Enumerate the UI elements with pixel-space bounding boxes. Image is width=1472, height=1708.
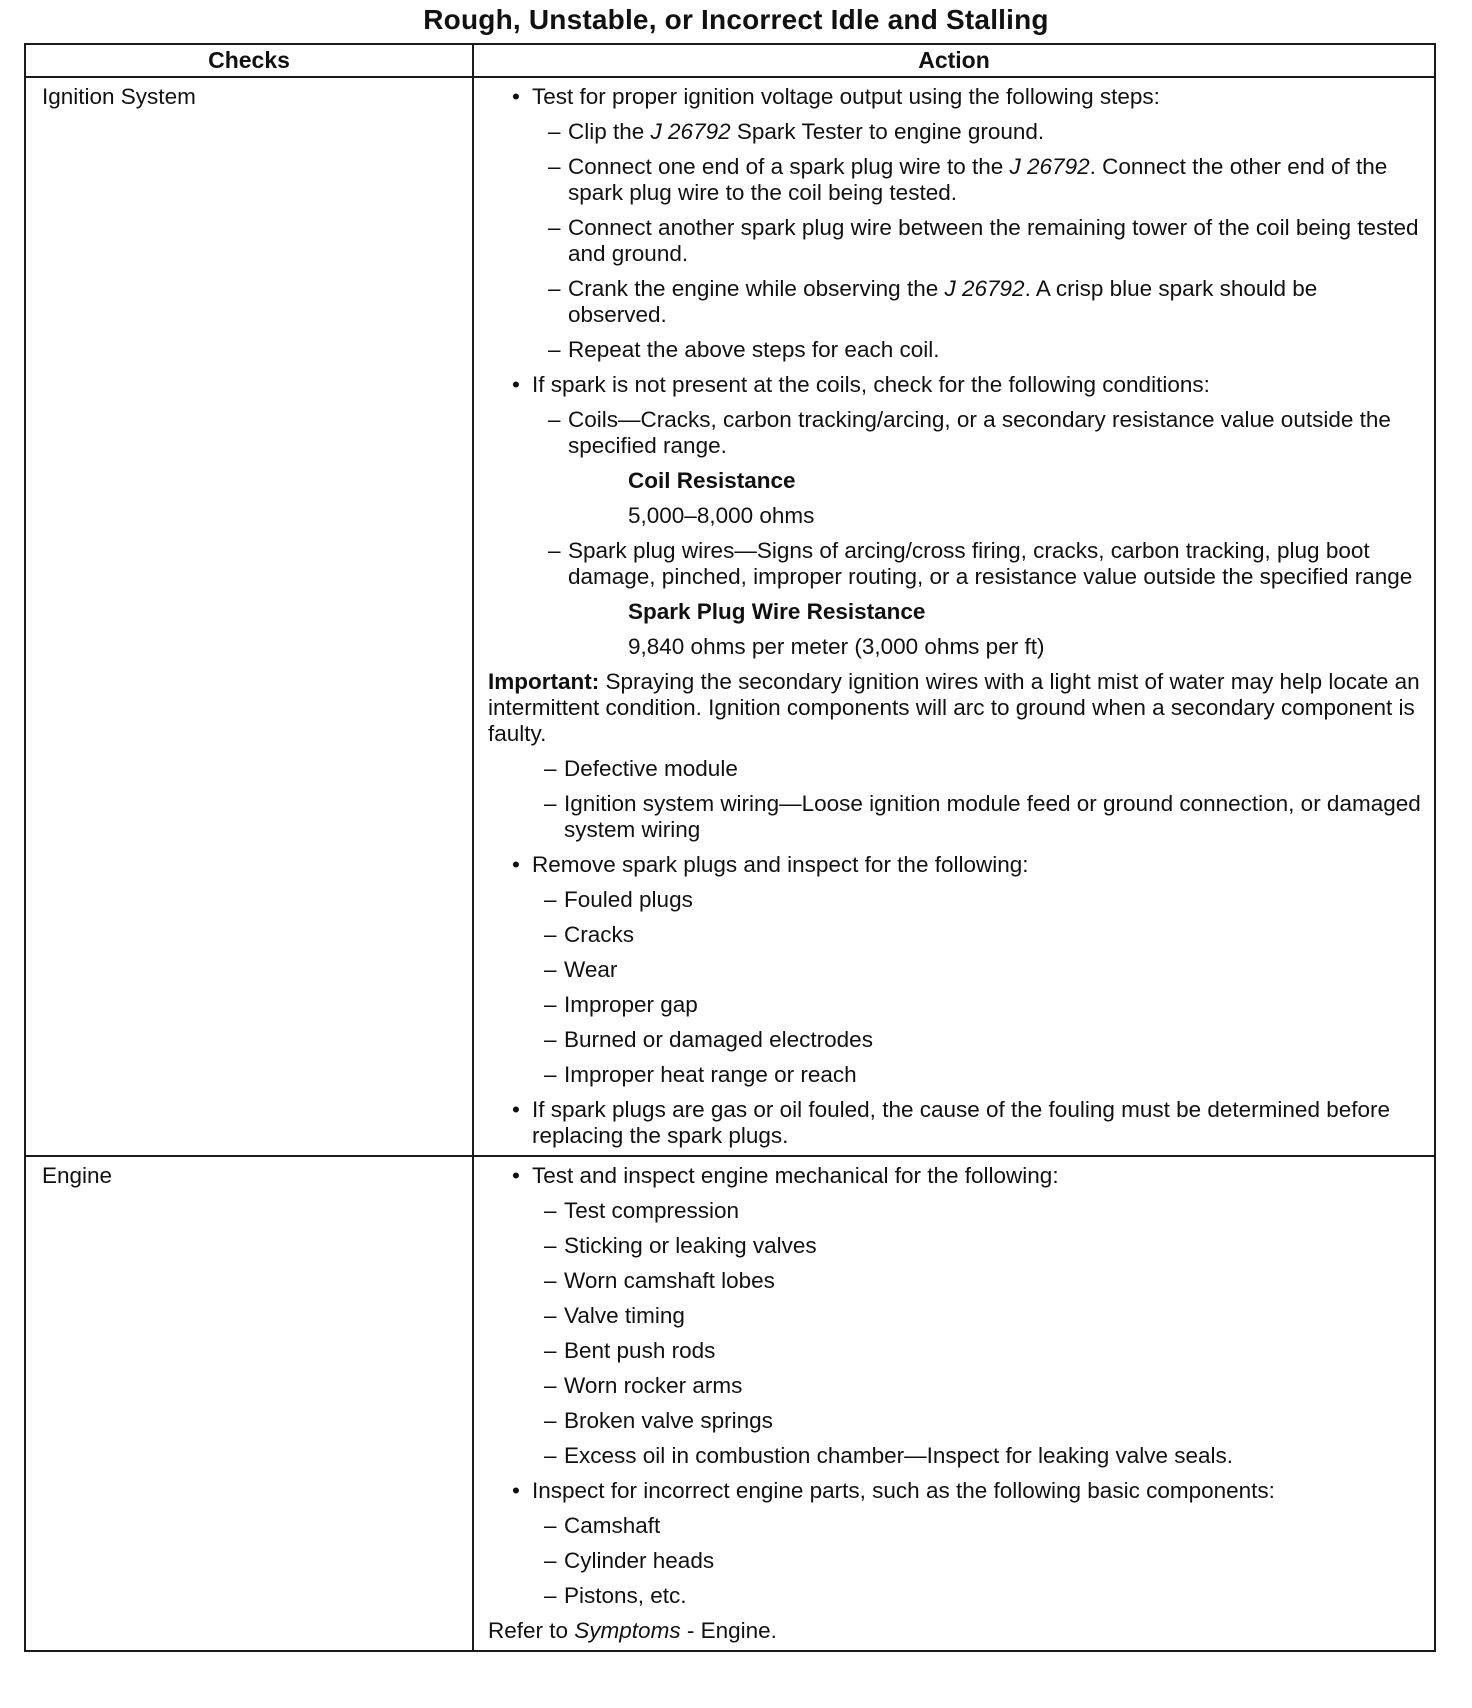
bullet-remove-spark-plugs: • Remove spark plugs and inspect for the following: — [488, 852, 1422, 878]
action-header: Action — [473, 44, 1435, 77]
symptoms-reference: Symptoms — [574, 1618, 681, 1643]
header-row — [25, 44, 1435, 77]
table-row-engine — [25, 1156, 1435, 1651]
page-title: Rough, Unstable, or Incorrect Idle and Stalling — [423, 4, 1049, 35]
spec-heading-wire-resistance: Spark Plug Wire Resistance — [628, 599, 926, 624]
step-crank-engine: – Crank the engine while observing the J 26792. A crisp blue spark should be observed. — [488, 276, 1422, 328]
list-item: – Excess oil in combustion chamber—Inspect for leaking valve seals. — [488, 1443, 1422, 1469]
list-item: – Improper heat range or reach — [488, 1062, 1422, 1088]
important-label: Important: — [488, 669, 600, 694]
spec-value-coil-resistance: 5,000–8,000 ohms — [628, 503, 815, 528]
list-item: – Worn rocker arms — [488, 1373, 1422, 1399]
list-item: – Bent push rods — [488, 1338, 1422, 1364]
check-ignition-system: Ignition System — [25, 77, 473, 1156]
bullet-fouled-plugs: • If spark plugs are gas or oil fouled, the cause of the fouling must be determined before replacing the spark plugs. — [488, 1097, 1422, 1149]
spec-heading-coil-resistance: Coil Resistance — [628, 468, 796, 493]
list-item: – Valve timing — [488, 1303, 1422, 1329]
checks-header: Checks — [25, 44, 473, 77]
table-row-ignition — [25, 77, 1435, 1156]
bullet-no-spark-conditions: • If spark is not present at the coils, check for the following conditions: — [488, 372, 1422, 398]
list-item: – Cracks — [488, 922, 1422, 948]
list-item: – Improper gap — [488, 992, 1422, 1018]
condition-defective-module: – Defective module — [488, 756, 1422, 782]
list-item: – Pistons, etc. — [488, 1583, 1422, 1609]
tool-ref: J 26792 — [944, 276, 1025, 301]
step-connect-wire: – Connect one end of a spark plug wire to the J 26792. Connect the other end of the spark plug wire to the coil being tested. — [488, 154, 1422, 206]
diagnostic-table — [24, 43, 1436, 1652]
step-clip-tester: – Clip the J 26792 Spark Tester to engine ground. — [488, 119, 1422, 145]
list-item: – Camshaft — [488, 1513, 1422, 1539]
refer-to-symptoms: Refer to Symptoms - Engine. — [488, 1618, 777, 1643]
tool-ref: J 26792 — [650, 119, 731, 144]
step-connect-another-wire: – Connect another spark plug wire between the remaining tower of the coil being tested and ground. — [488, 215, 1422, 267]
tool-ref: J 26792 — [1009, 154, 1090, 179]
list-item: – Sticking or leaking valves — [488, 1233, 1422, 1259]
list-item: – Test compression — [488, 1198, 1422, 1224]
list-item: – Burned or damaged electrodes — [488, 1027, 1422, 1053]
list-item: – Fouled plugs — [488, 887, 1422, 913]
bullet-ignition-voltage-test: • Test for proper ignition voltage output using the following steps: — [488, 84, 1422, 110]
list-item: – Wear — [488, 957, 1422, 983]
condition-coils: – Coils—Cracks, carbon tracking/arcing, or a secondary resistance value outside the specified range. — [488, 407, 1422, 459]
spec-value-wire-resistance: 9,840 ohms per meter (3,000 ohms per ft) — [628, 634, 1045, 659]
list-item: – Cylinder heads — [488, 1548, 1422, 1574]
condition-ignition-wiring: – Ignition system wiring—Loose ignition module feed or ground connection, or damaged system wiring — [488, 791, 1422, 843]
list-item: – Broken valve springs — [488, 1408, 1422, 1434]
important-note: Important: Spraying the secondary ignition wires with a light mist of water may help locate an intermittent condition. Ignition components will arc to ground when a secondary component is faulty. — [488, 669, 1420, 746]
bullet-engine-mechanical: • Test and inspect engine mechanical for the following: — [488, 1163, 1422, 1189]
step-repeat: – Repeat the above steps for each coil. — [488, 337, 1422, 363]
list-item: – Worn camshaft lobes — [488, 1268, 1422, 1294]
action-ignition-system — [473, 77, 1435, 1156]
bullet-incorrect-parts: • Inspect for incorrect engine parts, such as the following basic components: — [488, 1478, 1422, 1504]
action-engine — [473, 1156, 1435, 1651]
condition-spark-plug-wires: – Spark plug wires—Signs of arcing/cross firing, cracks, carbon tracking, plug boot damage, pinched, improper routing, or a resistance value outside the specified range — [488, 538, 1422, 590]
check-engine: Engine — [25, 1156, 473, 1651]
